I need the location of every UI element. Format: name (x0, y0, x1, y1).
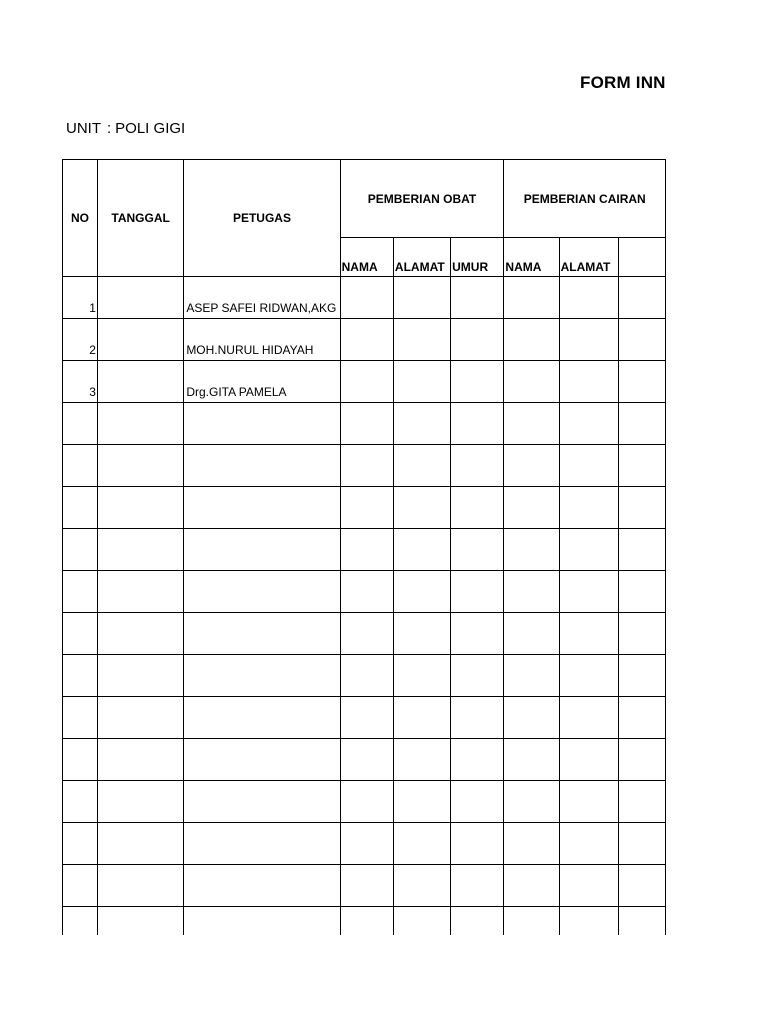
cell-cairan-alamat[interactable] (559, 907, 618, 936)
inventory-table (62, 159, 666, 935)
table-row (63, 907, 666, 936)
cell-no[interactable] (63, 823, 98, 865)
cell-obat-alamat[interactable] (393, 781, 450, 823)
cell-cairan-alamat[interactable] (559, 571, 618, 613)
cell-no[interactable]: 3 (63, 361, 98, 403)
cell-cairan-extra[interactable] (618, 571, 665, 613)
cell-obat-umur[interactable] (451, 655, 504, 697)
header-obat-umur: UMUR (451, 238, 504, 277)
cell-obat-alamat[interactable] (393, 487, 450, 529)
header-no: NO (63, 160, 98, 277)
cell-obat-umur[interactable] (451, 571, 504, 613)
header-cairan-alamat: ALAMAT (559, 238, 618, 277)
header-petugas: PETUGAS (184, 160, 340, 277)
cell-no[interactable] (63, 529, 98, 571)
table-row (63, 823, 666, 865)
cell-petugas[interactable] (184, 739, 340, 781)
cell-no[interactable] (63, 445, 98, 487)
cell-obat-nama[interactable] (340, 571, 393, 613)
cell-cairan-nama[interactable] (504, 361, 559, 403)
cell-cairan-nama[interactable] (504, 487, 559, 529)
cell-obat-umur[interactable] (451, 319, 504, 361)
cell-tanggal[interactable] (97, 445, 183, 487)
cell-obat-alamat[interactable] (393, 865, 450, 907)
cell-cairan-nama[interactable] (504, 655, 559, 697)
table-row (63, 319, 666, 361)
cell-cairan-alamat[interactable] (559, 655, 618, 697)
cell-cairan-nama[interactable] (504, 529, 559, 571)
cell-obat-alamat[interactable] (393, 823, 450, 865)
cell-obat-umur[interactable] (451, 361, 504, 403)
cell-cairan-extra[interactable] (618, 655, 665, 697)
cell-tanggal[interactable] (97, 781, 183, 823)
inventory-sheet (62, 159, 666, 935)
cell-tanggal[interactable] (97, 697, 183, 739)
cell-tanggal[interactable] (97, 907, 183, 936)
cell-obat-alamat[interactable] (393, 277, 450, 319)
cell-obat-nama[interactable] (340, 529, 393, 571)
cell-obat-umur[interactable] (451, 613, 504, 655)
cell-tanggal[interactable] (97, 823, 183, 865)
cell-no[interactable] (63, 739, 98, 781)
cell-cairan-extra[interactable] (618, 529, 665, 571)
unit-value: POLI GIGI (115, 120, 186, 137)
cell-cairan-extra[interactable] (618, 277, 665, 319)
cell-cairan-alamat[interactable] (559, 697, 618, 739)
cell-cairan-extra[interactable] (618, 403, 665, 445)
form-title: FORM INN (580, 73, 666, 92)
cell-cairan-nama[interactable] (504, 697, 559, 739)
cell-obat-alamat[interactable] (393, 697, 450, 739)
table-row (63, 529, 666, 571)
cell-obat-alamat[interactable] (393, 445, 450, 487)
cell-cairan-extra[interactable] (618, 865, 665, 907)
cell-no[interactable] (63, 907, 98, 936)
cell-obat-umur[interactable] (451, 403, 504, 445)
cell-obat-nama[interactable] (340, 487, 393, 529)
cell-tanggal[interactable] (97, 865, 183, 907)
cell-obat-alamat[interactable] (393, 529, 450, 571)
table-row (63, 613, 666, 655)
cell-petugas[interactable] (184, 697, 340, 739)
cell-petugas[interactable] (184, 907, 340, 936)
cell-cairan-nama[interactable] (504, 319, 559, 361)
cell-obat-nama[interactable] (340, 445, 393, 487)
cell-no[interactable] (63, 571, 98, 613)
unit-label: UNIT (66, 120, 101, 137)
header-obat-alamat: ALAMAT (393, 238, 450, 277)
cell-cairan-alamat[interactable] (559, 445, 618, 487)
table-row (63, 403, 666, 445)
header-row-1 (63, 160, 666, 238)
cell-obat-umur[interactable] (451, 697, 504, 739)
cell-cairan-nama[interactable] (504, 445, 559, 487)
cell-obat-nama[interactable] (340, 277, 393, 319)
cell-tanggal[interactable] (97, 319, 183, 361)
cell-cairan-extra[interactable] (618, 487, 665, 529)
cell-obat-umur[interactable] (451, 781, 504, 823)
cell-cairan-nama[interactable] (504, 277, 559, 319)
cell-obat-alamat[interactable] (393, 613, 450, 655)
cell-cairan-nama[interactable] (504, 781, 559, 823)
table-row (63, 781, 666, 823)
cell-no[interactable] (63, 613, 98, 655)
cell-cairan-extra[interactable] (618, 613, 665, 655)
cell-cairan-alamat[interactable] (559, 529, 618, 571)
cell-cairan-alamat[interactable] (559, 403, 618, 445)
cell-no[interactable] (63, 655, 98, 697)
cell-obat-nama[interactable] (340, 361, 393, 403)
cell-tanggal[interactable] (97, 655, 183, 697)
cell-tanggal[interactable] (97, 529, 183, 571)
cell-cairan-extra[interactable] (618, 781, 665, 823)
cell-petugas[interactable] (184, 865, 340, 907)
table-row (63, 571, 666, 613)
cell-obat-nama[interactable] (340, 697, 393, 739)
cell-cairan-nama[interactable] (504, 403, 559, 445)
cell-cairan-extra[interactable] (618, 823, 665, 865)
cell-cairan-extra[interactable] (618, 697, 665, 739)
cell-obat-umur[interactable] (451, 277, 504, 319)
cell-cairan-nama[interactable] (504, 823, 559, 865)
table-row (63, 865, 666, 907)
cell-obat-nama[interactable] (340, 865, 393, 907)
cell-cairan-nama[interactable] (504, 739, 559, 781)
cell-petugas[interactable] (184, 613, 340, 655)
table-row (63, 655, 666, 697)
cell-cairan-extra[interactable] (618, 907, 665, 936)
cell-obat-alamat[interactable] (393, 907, 450, 936)
cell-tanggal[interactable] (97, 487, 183, 529)
cell-no[interactable] (63, 781, 98, 823)
cell-tanggal[interactable] (97, 403, 183, 445)
cell-petugas[interactable]: MOH.NURUL HIDAYAH (184, 319, 340, 361)
cell-obat-umur[interactable] (451, 445, 504, 487)
cell-obat-umur[interactable] (451, 865, 504, 907)
cell-no[interactable] (63, 403, 98, 445)
cell-obat-alamat[interactable] (393, 739, 450, 781)
cell-tanggal[interactable] (97, 361, 183, 403)
cell-obat-nama[interactable] (340, 907, 393, 936)
header-cairan-extra (618, 238, 665, 277)
cell-obat-alamat[interactable] (393, 571, 450, 613)
cell-obat-nama[interactable] (340, 781, 393, 823)
cell-no[interactable] (63, 487, 98, 529)
unit-line (66, 120, 185, 137)
cell-cairan-alamat[interactable] (559, 781, 618, 823)
cell-petugas[interactable] (184, 823, 340, 865)
cell-obat-alamat[interactable] (393, 361, 450, 403)
cell-petugas[interactable] (184, 781, 340, 823)
cell-cairan-alamat[interactable] (559, 865, 618, 907)
cell-obat-nama[interactable] (340, 655, 393, 697)
table-row (63, 277, 666, 319)
cell-cairan-nama[interactable] (504, 571, 559, 613)
cell-obat-umur[interactable] (451, 487, 504, 529)
cell-petugas[interactable] (184, 445, 340, 487)
header-pemberian-obat: PEMBERIAN OBAT (340, 160, 504, 238)
cell-no[interactable]: 2 (63, 319, 98, 361)
cell-obat-nama[interactable] (340, 823, 393, 865)
cell-cairan-alamat[interactable] (559, 319, 618, 361)
cell-tanggal[interactable] (97, 613, 183, 655)
cell-cairan-alamat[interactable] (559, 823, 618, 865)
table-row (63, 445, 666, 487)
cell-no[interactable] (63, 865, 98, 907)
table-row (63, 361, 666, 403)
cell-obat-nama[interactable] (340, 403, 393, 445)
cell-tanggal[interactable] (97, 739, 183, 781)
cell-obat-umur[interactable] (451, 823, 504, 865)
cell-obat-alamat[interactable] (393, 655, 450, 697)
cell-obat-umur[interactable] (451, 529, 504, 571)
cell-cairan-extra[interactable] (618, 319, 665, 361)
cell-obat-alamat[interactable] (393, 403, 450, 445)
cell-petugas[interactable]: Drg.GITA PAMELA (184, 361, 340, 403)
cell-tanggal[interactable] (97, 277, 183, 319)
table-row (63, 487, 666, 529)
cell-cairan-extra[interactable] (618, 445, 665, 487)
cell-tanggal[interactable] (97, 571, 183, 613)
cell-cairan-nama[interactable] (504, 907, 559, 936)
cell-obat-alamat[interactable] (393, 319, 450, 361)
cell-obat-umur[interactable] (451, 907, 504, 936)
cell-obat-nama[interactable] (340, 319, 393, 361)
header-tanggal: TANGGAL (97, 160, 183, 277)
cell-obat-nama[interactable] (340, 739, 393, 781)
cell-cairan-extra[interactable] (618, 361, 665, 403)
cell-cairan-nama[interactable] (504, 865, 559, 907)
cell-petugas[interactable] (184, 403, 340, 445)
cell-petugas[interactable] (184, 571, 340, 613)
cell-cairan-alamat[interactable] (559, 613, 618, 655)
unit-separator: : (107, 120, 112, 137)
cell-cairan-alamat[interactable] (559, 487, 618, 529)
table-row (63, 697, 666, 739)
cell-petugas[interactable] (184, 529, 340, 571)
header-pemberian-cairan: PEMBERIAN CAIRAN (504, 160, 666, 238)
cell-cairan-alamat[interactable] (559, 277, 618, 319)
cell-petugas[interactable] (184, 655, 340, 697)
cell-cairan-extra[interactable] (618, 739, 665, 781)
header-obat-nama: NAMA (340, 238, 393, 277)
cell-no[interactable] (63, 697, 98, 739)
header-cairan-nama: NAMA (504, 238, 559, 277)
cell-petugas[interactable]: ASEP SAFEI RIDWAN,AKG (184, 277, 340, 319)
cell-obat-umur[interactable] (451, 739, 504, 781)
cell-petugas[interactable] (184, 487, 340, 529)
cell-cairan-nama[interactable] (504, 613, 559, 655)
cell-cairan-alamat[interactable] (559, 361, 618, 403)
cell-obat-nama[interactable] (340, 613, 393, 655)
cell-no[interactable]: 1 (63, 277, 98, 319)
table-row (63, 739, 666, 781)
cell-cairan-alamat[interactable] (559, 739, 618, 781)
